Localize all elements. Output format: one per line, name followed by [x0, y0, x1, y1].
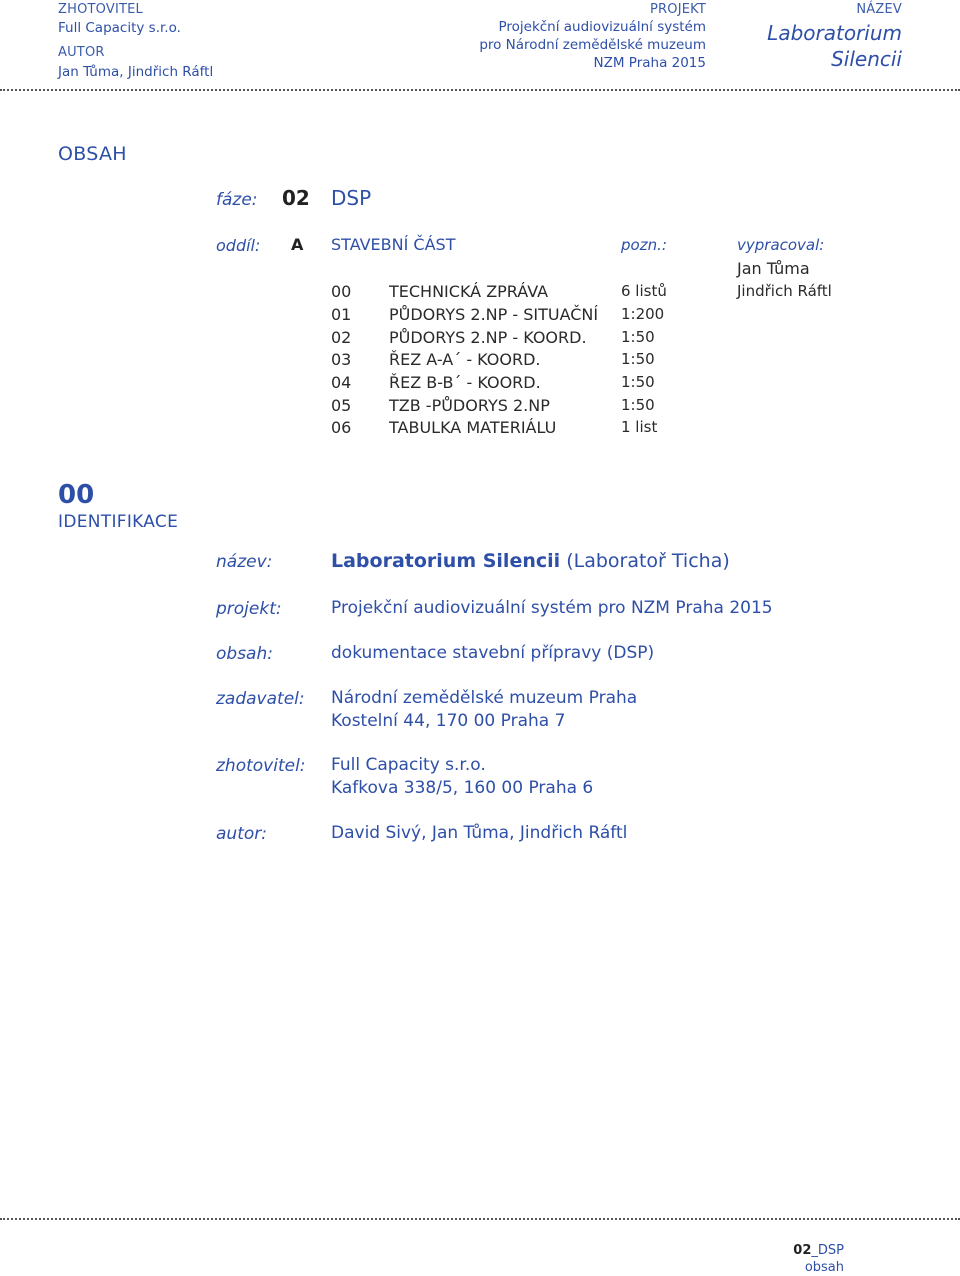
row-5-note: 1:50 — [621, 396, 655, 414]
row-5-title: TZB -PŮDORYS 2.NP — [389, 396, 550, 415]
id-client-line-2: Kostelní 44, 170 00 Praha 7 — [331, 711, 566, 731]
phase-name: DSP — [331, 186, 372, 210]
row-4-note: 1:50 — [621, 373, 655, 391]
header-divider — [0, 89, 960, 91]
prepared-by-2: Jindřich Ráftl — [737, 282, 832, 300]
row-0-note: 6 listů — [621, 282, 667, 300]
row-0-title: TECHNICKÁ ZPRÁVA — [389, 282, 549, 301]
header-author-label: AUTOR — [58, 45, 105, 60]
row-5-num: 05 — [331, 396, 352, 415]
id-client-label: zadavatel: — [216, 689, 305, 709]
header-author: Jan Tůma, Jindřich Ráftl — [58, 64, 214, 80]
id-content-value: dokumentace stavební přípravy (DSP) — [331, 643, 655, 663]
header-contractor: Full Capacity s.r.o. — [58, 20, 181, 36]
header-project-line-2: pro Národní zemědělské muzeum — [479, 37, 706, 53]
id-contractor-label: zhotovitel: — [216, 756, 306, 776]
id-contractor-line-2: Kafkova 338/5, 160 00 Praha 6 — [331, 778, 594, 798]
footer-divider — [0, 1218, 960, 1220]
contents-title: OBSAH — [58, 143, 127, 165]
header-name-line-1: Laboratorium — [767, 21, 902, 45]
id-author-value: David Sivý, Jan Tůma, Jindřich Ráftl — [331, 823, 628, 843]
footer-label: obsah — [804, 1260, 844, 1275]
note-label: pozn.: — [621, 236, 667, 254]
row-3-num: 03 — [331, 350, 352, 369]
id-client-line-1: Národní zemědělské muzeum Praha — [331, 688, 638, 708]
header-contractor-label: ZHOTOVITEL — [58, 2, 143, 17]
row-2-title: PŮDORYS 2.NP - KOORD. — [389, 328, 587, 347]
row-6-note: 1 list — [621, 418, 658, 436]
row-4-num: 04 — [331, 373, 352, 392]
header-project-line-3: NZM Praha 2015 — [593, 55, 706, 71]
row-1-title: PŮDORYS 2.NP - SITUAČNÍ — [389, 305, 599, 324]
identification-title: IDENTIFIKACE — [58, 512, 179, 532]
phase-number: 02 — [282, 186, 310, 210]
row-0-num: 00 — [331, 282, 352, 301]
footer-phase: DSP — [817, 1243, 844, 1258]
id-project-value: Projekční audiovizuální systém pro NZM Praha 2015 — [331, 598, 773, 618]
header-name-line-2: Silencii — [831, 47, 902, 71]
row-1-note: 1:200 — [621, 305, 665, 323]
row-4-title: ŘEZ B-B´ - KOORD. — [389, 373, 541, 392]
id-name-bold: Laboratorium Silencii — [331, 550, 561, 572]
section-letter: A — [291, 235, 304, 254]
id-name-label: název: — [216, 552, 273, 572]
footer-page-num: 02 — [793, 1243, 812, 1258]
header-project-label: PROJEKT — [649, 2, 706, 17]
id-contractor-line-1: Full Capacity s.r.o. — [331, 755, 486, 775]
row-6-title: TABULKA MATERIÁLU — [389, 418, 557, 437]
header-project-line-1: Projekční audiovizuální systém — [498, 19, 706, 35]
row-6-num: 06 — [331, 418, 352, 437]
row-3-title: ŘEZ A-A´ - KOORD. — [389, 350, 541, 369]
header-name-label: NÁZEV — [856, 2, 902, 17]
prepared-label: vypracoval: — [737, 236, 825, 254]
phase-label: fáze: — [216, 190, 258, 210]
id-author-label: autor: — [216, 824, 267, 844]
row-2-note: 1:50 — [621, 328, 655, 346]
id-name-rest: (Laboratoř Ticha) — [560, 550, 730, 572]
footer-sep: _ — [811, 1243, 818, 1258]
id-name-value — [331, 550, 730, 572]
id-project-label: projekt: — [216, 599, 282, 619]
section-label: oddíl: — [216, 236, 261, 255]
footer-page-ref — [793, 1243, 844, 1258]
section-name: STAVEBNÍ ČÁST — [331, 235, 456, 254]
identification-number: 00 — [58, 480, 95, 510]
prepared-by-1: Jan Tůma — [737, 259, 810, 278]
row-1-num: 01 — [331, 305, 352, 324]
row-2-num: 02 — [331, 328, 352, 347]
row-3-note: 1:50 — [621, 350, 655, 368]
id-content-label: obsah: — [216, 644, 273, 664]
